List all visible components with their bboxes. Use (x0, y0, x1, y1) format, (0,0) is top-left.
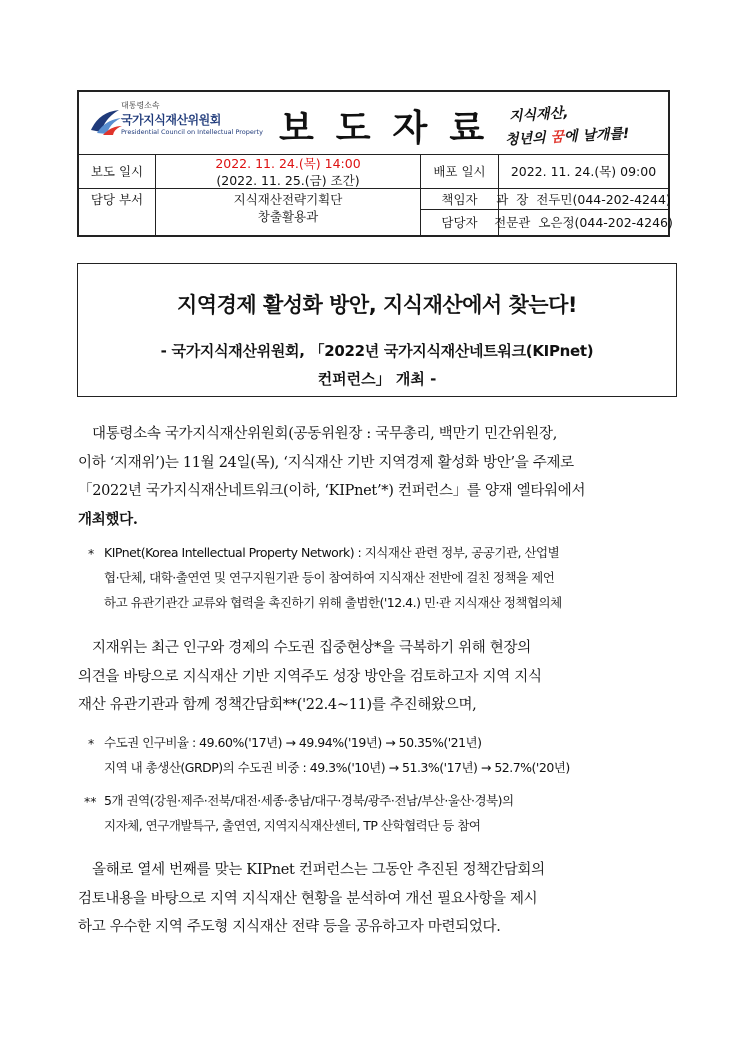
p1-line-1: 대통령소속 국가지식재산위원회(공동위원장 : 국무총리, 백만기 민간위원장, (92, 426, 558, 442)
note-1-line-2: 협·단체, 대학·출연연 및 연구지원기관 등이 참여하여 지식재산 전반에 걸친 정책을 제언 (104, 570, 555, 585)
department-value (156, 189, 421, 235)
header-banner (79, 92, 668, 155)
note-2-line-2: 지역 내 총생산(GRDP)의 수도권 비중 : 49.3%('10년) → 51.3%('17년) → 52.7%('20년) (104, 760, 570, 775)
headline-box (77, 263, 677, 397)
headline-main: 지역경제 활성화 방안, 지식재산에서 찾는다! (177, 293, 577, 317)
p3-line-3: 하고 우수한 지역 주도형 지식재산 전략 등을 공유하고자 마련되었다. (78, 919, 501, 935)
note-2-line-1: 수도권 인구비율 : 49.60%('17년) → 49.94%('19년) → 50.35%('21년) (104, 735, 482, 750)
paragraph-1 (78, 420, 680, 534)
note-2 (104, 730, 684, 780)
note-3-line-1: 5개 권역(강원·제주·전북/대전·세종·충남/대구·경북/광주·전남/부산·울산·경북)의 (104, 793, 514, 808)
p3-line-1: 올해로 열세 번째를 맞는 KIPnet 컨퍼런스는 그동안 추진된 정책간담회의 (92, 862, 545, 878)
note-2-marker: * (88, 736, 95, 751)
distribution-time-label: 배포 일시 (421, 155, 499, 189)
paragraph-3 (78, 856, 680, 942)
note-1-line-1: KIPnet(Korea Intellectual Property Network) : 지식재산 관련 정부, 공공기관, 산업별 (104, 545, 560, 560)
org-logo (87, 100, 263, 148)
note-3-marker: ** (84, 794, 97, 809)
p2-line-3: 재산 유관기관과 함께 정책간담회**('22.4~11)를 추진해왔으며, (78, 697, 477, 713)
headline-sub-1: - 국가지식재산위원회, 「2022년 국가지식재산네트워크(KIPnet) (160, 342, 594, 360)
press-header-table (77, 90, 673, 237)
note-3 (104, 788, 684, 838)
slogan-part-b: 에 날개를! (563, 125, 630, 146)
slogan-line-1: 지식재산, (508, 104, 569, 126)
slogan-part-a: 청년의 (504, 129, 551, 149)
report-time-label: 보도 일시 (79, 155, 156, 189)
responsible-label: 책임자 (421, 189, 499, 210)
slogan (499, 102, 664, 150)
slogan-dream: 꿈 (550, 129, 565, 146)
slogan-line-2 (505, 123, 630, 149)
responsible-value: 과 장 전두민(044-202-4244) (499, 189, 668, 210)
department-label: 담당 부서 (79, 189, 156, 235)
p2-line-1: 지재위는 최근 인구와 경제의 수도권 집중현상*을 극복하기 위해 현장의 (92, 640, 531, 656)
distribution-time-value: 2022. 11. 24.(목) 09:00 (499, 155, 668, 189)
note-3-line-2: 지자체, 연구개발특구, 출연연, 지역지식재산센터, TP 산학협력단 등 참여 (104, 818, 481, 833)
report-time-value (156, 155, 421, 189)
p1-line-3: 「2022년 국가지식재산네트워크(이하, ‘KIPnet’*) 컨퍼런스」를 양재 엘타워에서 (78, 483, 586, 499)
p1-line-2: 이하 ‘지재위’)는 11월 24일(목), ‘지식재산 기반 지역경제 활성화 방안’을 주제로 (78, 454, 574, 471)
note-1 (104, 540, 684, 615)
report-time-line-1: 2022. 11. 24.(목) 14:00 (215, 155, 361, 171)
org-name: 국가지식재산위원회 (121, 113, 221, 127)
council-logo-icon (89, 106, 123, 136)
department-line-1: 지식재산전략기획단 (233, 192, 343, 207)
staff-label: 담당자 (421, 210, 499, 235)
report-time-line-2: (2022. 11. 25.(금) 조간) (216, 172, 360, 188)
p3-line-2: 검토내용을 바탕으로 지역 지식재산 현황을 분석하여 개선 필요사항을 제시 (78, 890, 538, 907)
headline-sub-2: 컨퍼런스」 개최 - (317, 370, 437, 388)
org-prefix: 대통령소속 (121, 101, 160, 110)
document-title: 보도자료 (279, 107, 507, 149)
staff-value: 전문관 오은정(044-202-4246) (494, 215, 673, 230)
department-line-2: 창출활용과 (257, 209, 319, 224)
note-1-marker: * (88, 546, 95, 561)
paragraph-2 (78, 634, 680, 720)
note-1-line-3: 하고 유관기관간 교류와 협력을 촉진하기 위해 출범한('12.4.) 민·관 지식재산 정책협의체 (104, 595, 562, 610)
org-english-name: Presidential Council on Intellectual Property (121, 128, 263, 136)
p1-line-4: 개최했다. (78, 510, 138, 528)
p2-line-2: 의견을 바탕으로 지식재산 기반 지역주도 성장 방안을 검토하고자 지역 지식 (78, 668, 542, 685)
